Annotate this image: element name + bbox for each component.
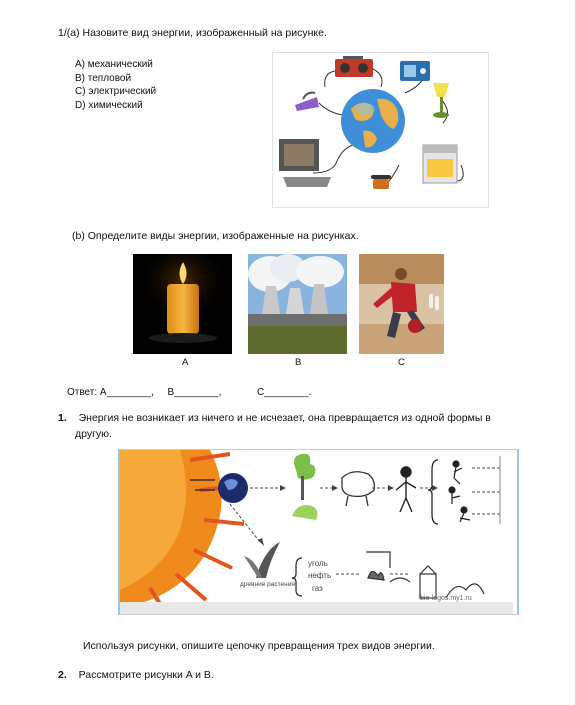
answer-line <box>67 386 311 399</box>
sun-icon <box>120 450 244 610</box>
power-plant-illustration <box>248 254 347 354</box>
answer-b: B________, <box>167 387 222 398</box>
furnace-icon <box>366 552 410 582</box>
electric-devices-figure <box>272 52 489 208</box>
globe-icon <box>341 89 405 153</box>
bowling-photo <box>359 254 444 354</box>
option-d: D) химический <box>75 99 143 111</box>
tree-icon <box>292 454 317 520</box>
photo-label-b: B <box>295 357 302 368</box>
option-a: A) механический <box>75 59 153 70</box>
energy-chain-figure <box>118 449 519 615</box>
radio-icon <box>335 56 373 77</box>
watermark-text: bio-logos.my1.ru <box>420 595 472 602</box>
option-c: C) электрический <box>75 86 157 97</box>
label-gas: газ <box>312 584 323 593</box>
item-1-line-2: другую. <box>75 428 112 440</box>
candle-photo <box>133 254 232 354</box>
phone-icon <box>371 175 391 189</box>
factory-icon <box>420 566 484 598</box>
bowling-illustration <box>359 254 444 354</box>
photo-label-a: A <box>182 357 189 368</box>
human-icon <box>396 467 416 512</box>
item-1-text: Энергия не возникает из ничего и не исчезает, она превращается из одной формы в <box>78 412 491 424</box>
answer-c: C________. <box>256 387 312 398</box>
describe-instruction: Используя рисунки, опишите цепочку превращения трех видов энергии. <box>83 640 435 652</box>
devices-illustration <box>273 53 488 207</box>
item-2-number: 2. <box>58 669 67 681</box>
option-b: B) тепловой <box>75 72 132 84</box>
iron-icon <box>295 93 319 111</box>
question-1-title: 1/(a) Назовите вид энергии, изображенный на рисунке. <box>58 27 327 39</box>
question-b-title: (b) Определите виды энергии, изображенные на рисунках. <box>72 230 359 242</box>
ancient-plants-icon <box>244 542 280 578</box>
answer-a: Ответ: A________, <box>67 387 154 398</box>
power-plant-photo <box>248 254 347 354</box>
tv-icon <box>400 61 430 81</box>
lamp-icon <box>433 83 449 118</box>
animal-icon <box>342 472 374 506</box>
label-oil: нефть <box>308 571 332 580</box>
label-coal: уголь <box>308 559 328 568</box>
label-ancient-plants: древние растения <box>240 581 295 588</box>
candle-illustration <box>133 254 232 354</box>
item-2-text: Рассмотрите рисунки A и B. <box>78 669 214 681</box>
stove-icon <box>423 145 457 183</box>
activity-figures-icon <box>449 461 470 522</box>
computer-icon <box>279 139 331 187</box>
answer-options <box>75 58 156 112</box>
item-1-number: 1. <box>58 412 67 424</box>
photo-label-c: C <box>398 357 405 368</box>
energy-chain-illustration <box>120 450 513 614</box>
item-1-line-1 <box>58 412 491 425</box>
item-2-line <box>58 669 214 682</box>
earth-icon <box>218 473 248 503</box>
